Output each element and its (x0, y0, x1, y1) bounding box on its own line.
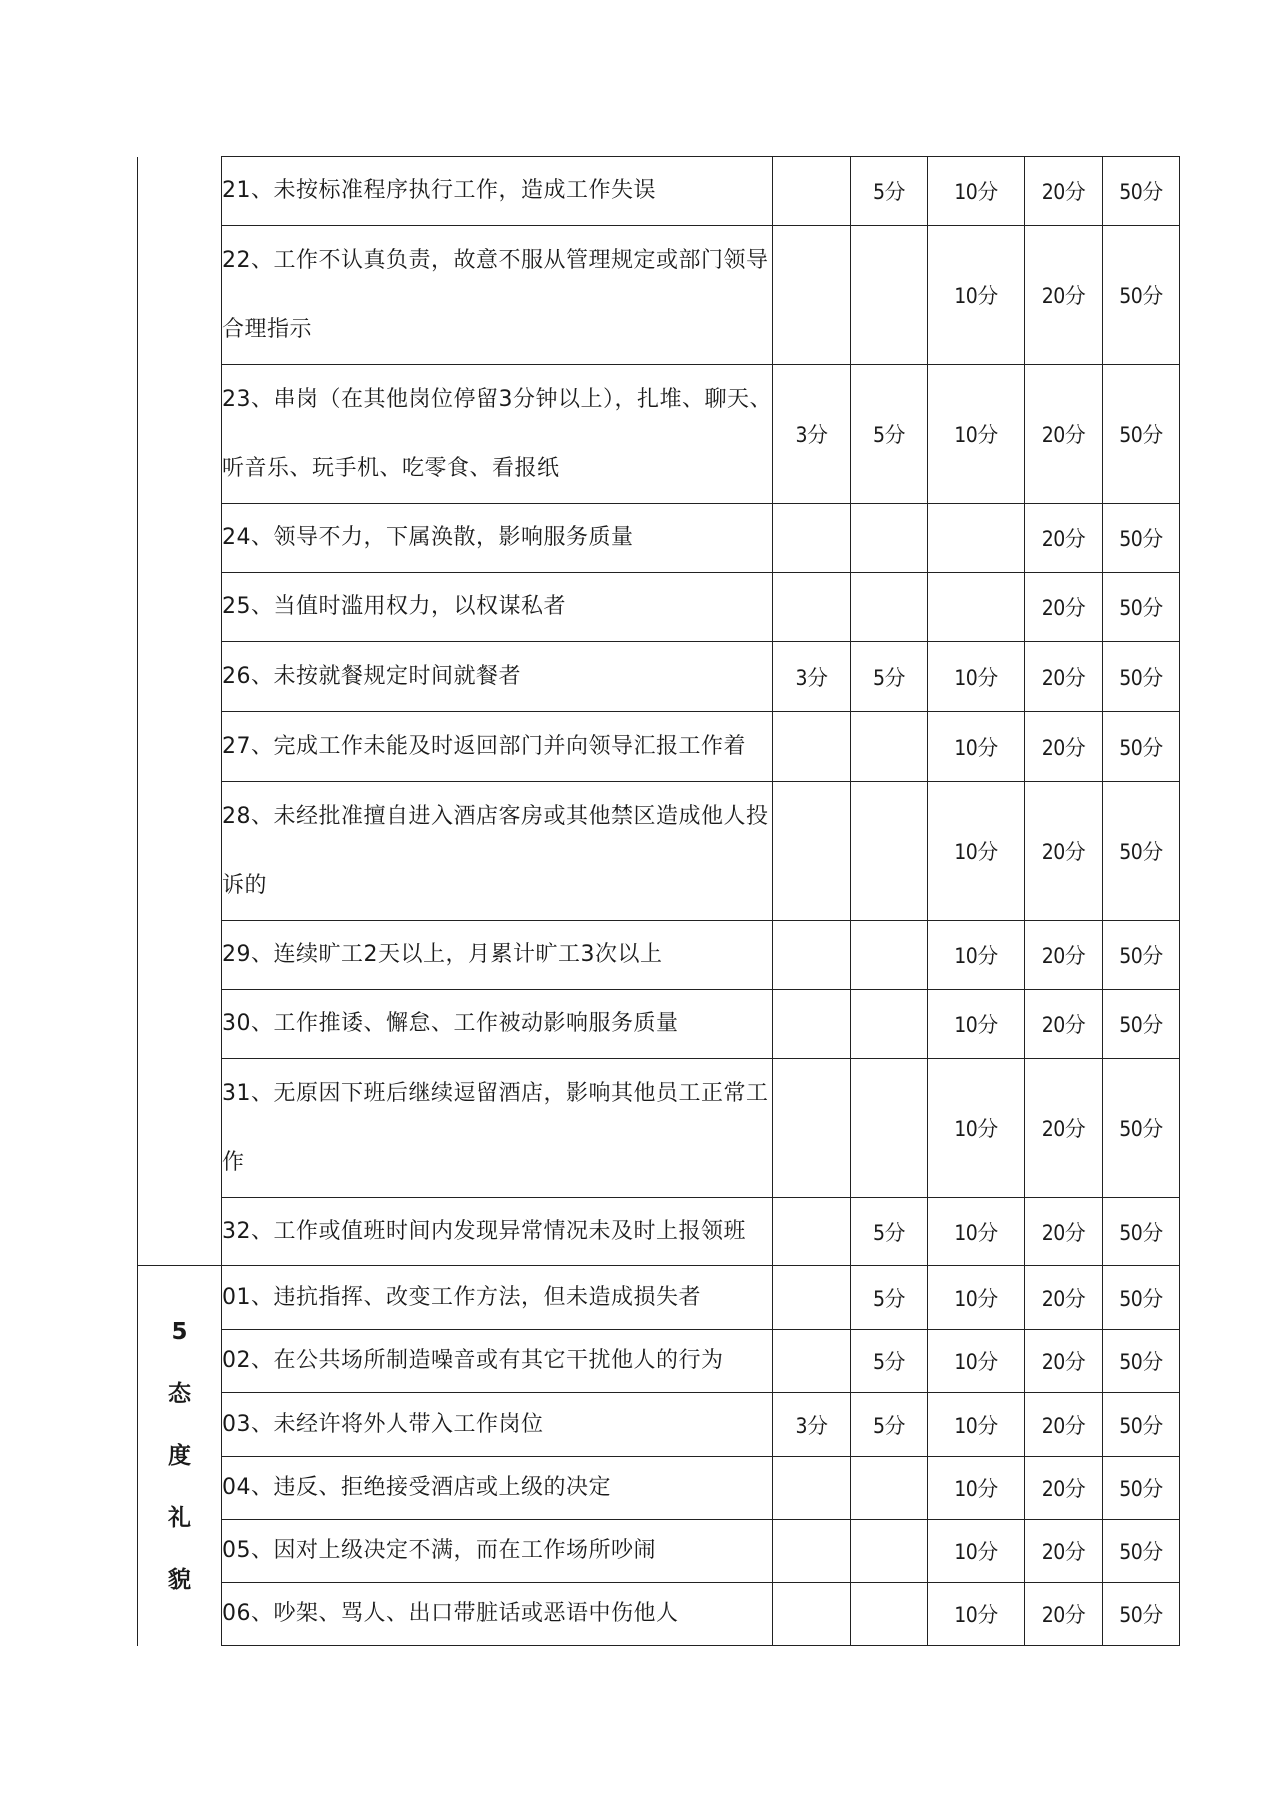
penalty-cell (851, 782, 928, 921)
penalty-value: 5分 (872, 1413, 906, 1438)
penalty-cell (773, 1583, 851, 1646)
table-row (138, 1520, 1180, 1583)
penalty-value: 10分 (954, 1350, 998, 1374)
penalty-cell (1025, 990, 1103, 1059)
penalty-value: 5分 (872, 423, 906, 447)
description-line: 23、串岗（在其他岗位停留3分钟以上），扎堆、聊天、 (222, 387, 772, 412)
description-line: 听音乐、玩手机、吃零食、看报纸 (222, 456, 560, 481)
penalty-value: 20分 (1041, 1413, 1086, 1438)
item-description (222, 1583, 773, 1646)
item-description (222, 642, 773, 712)
penalty-cell (773, 990, 851, 1059)
penalty-cell (851, 157, 928, 226)
category-cell (138, 1266, 222, 1646)
penalty-cell (1103, 990, 1180, 1059)
category-char: 态 (168, 1380, 191, 1407)
penalty-value: 20分 (1041, 665, 1086, 690)
description-line: 31、无原因下班后继续逗留酒店，影响其他员工正常工 (222, 1081, 769, 1106)
table-row (138, 1457, 1180, 1520)
penalty-value: 50分 (1119, 840, 1163, 864)
penalty-value: 50分 (1119, 735, 1163, 760)
penalty-cell (1103, 1059, 1180, 1198)
penalty-cell (928, 642, 1025, 712)
penalty-cell (1103, 1457, 1180, 1520)
item-description (222, 1330, 773, 1393)
table-row (138, 1330, 1180, 1393)
penalty-cell (1103, 1583, 1180, 1646)
item-description (222, 226, 773, 365)
penalty-cell (851, 1266, 928, 1330)
table-row (138, 990, 1180, 1059)
penalty-value: 50分 (1119, 1117, 1163, 1141)
penalty-value: 5分 (872, 180, 906, 204)
penalty-value: 10分 (954, 944, 998, 968)
penalty-cell (928, 990, 1025, 1059)
table-row (138, 1198, 1180, 1266)
penalty-value: 10分 (954, 1117, 998, 1141)
penalty-cell (851, 365, 928, 504)
description-line: 26、未按就餐规定时间就餐者 (222, 664, 521, 689)
item-description (222, 990, 773, 1059)
penalty-cell (773, 782, 851, 921)
penalty-value: 20分 (1041, 944, 1086, 968)
item-description (222, 1457, 773, 1520)
table-row (138, 504, 1180, 573)
penalty-value: 20分 (1041, 1350, 1086, 1374)
penalty-cell (1025, 712, 1103, 782)
penalty-value: 10分 (954, 1220, 998, 1245)
penalty-value: 10分 (954, 840, 998, 864)
table-row (138, 1266, 1180, 1330)
item-description (222, 365, 773, 504)
penalty-value: 20分 (1041, 840, 1086, 864)
description-line: 05、因对上级决定不满，而在工作场所吵闹 (222, 1538, 656, 1563)
penalty-cell (928, 226, 1025, 365)
table-row (138, 712, 1180, 782)
penalty-value: 20分 (1041, 1220, 1086, 1245)
penalty-cell (1025, 921, 1103, 990)
penalty-cell (1103, 1520, 1180, 1583)
penalty-cell (851, 504, 928, 573)
penalty-cell (851, 921, 928, 990)
penalty-cell (1103, 782, 1180, 921)
penalty-value: 50分 (1119, 944, 1163, 968)
penalty-value: 20分 (1041, 1117, 1086, 1141)
item-description (222, 157, 773, 226)
penalty-value: 10分 (954, 1477, 998, 1501)
item-description (222, 1393, 773, 1457)
description-line: 32、工作或值班时间内发现异常情况未及时上报领班 (222, 1219, 746, 1244)
penalty-cell (773, 573, 851, 642)
penalty-cell (773, 712, 851, 782)
description-line: 作 (222, 1150, 245, 1175)
penalty-value: 20分 (1041, 527, 1086, 551)
penalty-value: 50分 (1119, 1413, 1163, 1438)
penalty-cell (1103, 573, 1180, 642)
item-description (222, 712, 773, 782)
item-description (222, 573, 773, 642)
penalty-cell (1025, 573, 1103, 642)
penalty-cell (928, 1266, 1025, 1330)
table-row (138, 226, 1180, 365)
penalty-value: 10分 (954, 180, 998, 204)
penalty-cell (928, 1457, 1025, 1520)
penalty-value: 20分 (1041, 180, 1086, 204)
penalty-value: 50分 (1119, 1220, 1163, 1245)
description-line: 29、连续旷工2天以上，月累计旷工3次以上 (222, 942, 663, 967)
table-row (138, 573, 1180, 642)
penalty-cell (773, 1393, 851, 1457)
penalty-cell (928, 1520, 1025, 1583)
penalty-table (137, 156, 1180, 1646)
penalty-cell (1025, 1266, 1103, 1330)
penalty-cell (851, 642, 928, 712)
category-cell-continued (138, 157, 222, 1266)
category-char: 5 (171, 1318, 188, 1345)
penalty-cell (773, 157, 851, 226)
penalty-cell (851, 1457, 928, 1520)
description-line: 02、在公共场所制造噪音或有其它干扰他人的行为 (222, 1348, 724, 1373)
penalty-cell (773, 365, 851, 504)
penalty-cell (1103, 504, 1180, 573)
penalty-value: 5分 (872, 1350, 906, 1374)
penalty-cell (928, 573, 1025, 642)
penalty-cell (1025, 1059, 1103, 1198)
penalty-cell (851, 226, 928, 365)
category-label (138, 1301, 221, 1611)
description-line: 06、吵架、骂人、出口带脏话或恶语中伤他人 (222, 1601, 679, 1626)
item-description (222, 1059, 773, 1198)
penalty-cell (773, 642, 851, 712)
penalty-cell (851, 1330, 928, 1393)
penalty-cell (1025, 1198, 1103, 1266)
description-line: 24、领导不力，下属涣散，影响服务质量 (222, 525, 634, 550)
description-line: 28、未经批准擅自进入酒店客房或其他禁区造成他人投 (222, 804, 769, 829)
penalty-value: 10分 (954, 665, 998, 690)
penalty-value: 10分 (954, 1540, 998, 1564)
penalty-cell (851, 1059, 928, 1198)
penalty-cell (928, 504, 1025, 573)
penalty-value: 5分 (872, 665, 906, 690)
penalty-value: 3分 (795, 665, 828, 690)
penalty-value: 50分 (1119, 1350, 1163, 1374)
penalty-value: 20分 (1041, 1477, 1086, 1501)
penalty-cell (773, 1457, 851, 1520)
penalty-value: 50分 (1119, 665, 1163, 690)
penalty-value: 20分 (1041, 284, 1086, 308)
description-line: 04、违反、拒绝接受酒店或上级的决定 (222, 1475, 611, 1500)
penalty-cell (1025, 1520, 1103, 1583)
penalty-value: 50分 (1119, 1013, 1163, 1037)
penalty-cell (851, 1520, 928, 1583)
penalty-value: 10分 (954, 284, 998, 308)
penalty-cell (773, 1059, 851, 1198)
penalty-cell (773, 1330, 851, 1393)
penalty-value: 20分 (1041, 423, 1086, 447)
penalty-value: 50分 (1119, 527, 1163, 551)
table-row (138, 1583, 1180, 1646)
penalty-cell (928, 1393, 1025, 1457)
penalty-cell (773, 504, 851, 573)
penalty-cell (1103, 712, 1180, 782)
table-row (138, 1393, 1180, 1457)
item-description (222, 1198, 773, 1266)
description-line: 27、完成工作未能及时返回部门并向领导汇报工作着 (222, 734, 746, 759)
description-line: 合理指示 (222, 317, 313, 342)
penalty-cell (928, 157, 1025, 226)
penalty-cell (1025, 1457, 1103, 1520)
penalty-cell (851, 1393, 928, 1457)
table-row (138, 782, 1180, 921)
description-line: 25、当值时滥用权力，以权谋私者 (222, 594, 566, 619)
description-line: 03、未经许将外人带入工作岗位 (222, 1412, 544, 1437)
penalty-cell (851, 990, 928, 1059)
penalty-value: 50分 (1119, 180, 1163, 204)
penalty-value: 50分 (1119, 1603, 1163, 1627)
description-line: 01、违抗指挥、改变工作方法，但未造成损失者 (222, 1285, 701, 1310)
penalty-cell (851, 1583, 928, 1646)
penalty-cell (928, 1059, 1025, 1198)
penalty-cell (928, 1198, 1025, 1266)
description-line: 21、未按标准程序执行工作，造成工作失误 (222, 178, 656, 203)
penalty-value: 50分 (1119, 284, 1163, 308)
penalty-value: 5分 (872, 1220, 906, 1245)
penalty-value: 10分 (954, 1286, 998, 1311)
category-char: 礼 (168, 1504, 191, 1531)
item-description (222, 921, 773, 990)
table-row (138, 365, 1180, 504)
penalty-value: 20分 (1041, 1603, 1086, 1627)
penalty-cell (928, 365, 1025, 504)
penalty-cell (1103, 642, 1180, 712)
item-description (222, 1520, 773, 1583)
penalty-value: 20分 (1041, 1540, 1086, 1564)
penalty-cell (773, 1520, 851, 1583)
penalty-cell (773, 1198, 851, 1266)
penalty-cell (1103, 157, 1180, 226)
penalty-value: 10分 (954, 735, 998, 760)
penalty-cell (1025, 1393, 1103, 1457)
penalty-value: 3分 (795, 1413, 828, 1438)
penalty-cell (928, 1330, 1025, 1393)
item-description (222, 782, 773, 921)
penalty-cell (1025, 1330, 1103, 1393)
description-line: 22、工作不认真负责，故意不服从管理规定或部门领导 (222, 248, 769, 273)
penalty-cell (773, 921, 851, 990)
penalty-cell (1025, 157, 1103, 226)
penalty-cell (1025, 226, 1103, 365)
penalty-cell (1025, 782, 1103, 921)
penalty-value: 10分 (954, 423, 998, 447)
penalty-value: 50分 (1119, 1477, 1163, 1501)
item-description (222, 504, 773, 573)
description-line: 诉的 (222, 873, 268, 898)
penalty-cell (1103, 365, 1180, 504)
penalty-cell (928, 712, 1025, 782)
category-char: 度 (168, 1442, 191, 1469)
penalty-cell (851, 573, 928, 642)
penalty-cell (928, 1583, 1025, 1646)
penalty-cell (1025, 504, 1103, 573)
penalty-value: 20分 (1041, 596, 1086, 620)
penalty-value: 20分 (1041, 1013, 1086, 1037)
penalty-value: 20分 (1041, 735, 1086, 760)
penalty-value: 20分 (1041, 1286, 1086, 1311)
category-char: 貌 (168, 1566, 191, 1593)
penalty-value: 50分 (1119, 423, 1163, 447)
penalty-cell (1103, 1330, 1180, 1393)
table-row (138, 157, 1180, 226)
item-description (222, 1266, 773, 1330)
penalty-cell (1103, 921, 1180, 990)
penalty-value: 5分 (872, 1286, 906, 1311)
table-row (138, 1059, 1180, 1198)
penalty-cell (1103, 1393, 1180, 1457)
penalty-cell (1103, 1266, 1180, 1330)
penalty-cell (1103, 226, 1180, 365)
penalty-cell (773, 1266, 851, 1330)
penalty-cell (928, 921, 1025, 990)
penalty-cell (773, 226, 851, 365)
description-line: 30、工作推诿、懈怠、工作被动影响服务质量 (222, 1011, 679, 1036)
penalty-value: 50分 (1119, 1540, 1163, 1564)
penalty-value: 10分 (954, 1413, 998, 1438)
penalty-value: 10分 (954, 1603, 998, 1627)
penalty-cell (928, 782, 1025, 921)
penalty-value: 50分 (1119, 1286, 1163, 1311)
penalty-value: 10分 (954, 1013, 998, 1037)
table-row (138, 642, 1180, 712)
table-row (138, 921, 1180, 990)
penalty-value: 50分 (1119, 596, 1163, 620)
penalty-cell (1025, 642, 1103, 712)
penalty-cell (851, 712, 928, 782)
penalty-cell (1103, 1198, 1180, 1266)
penalty-cell (851, 1198, 928, 1266)
penalty-cell (1025, 365, 1103, 504)
penalty-value: 3分 (795, 423, 828, 447)
penalty-cell (1025, 1583, 1103, 1646)
